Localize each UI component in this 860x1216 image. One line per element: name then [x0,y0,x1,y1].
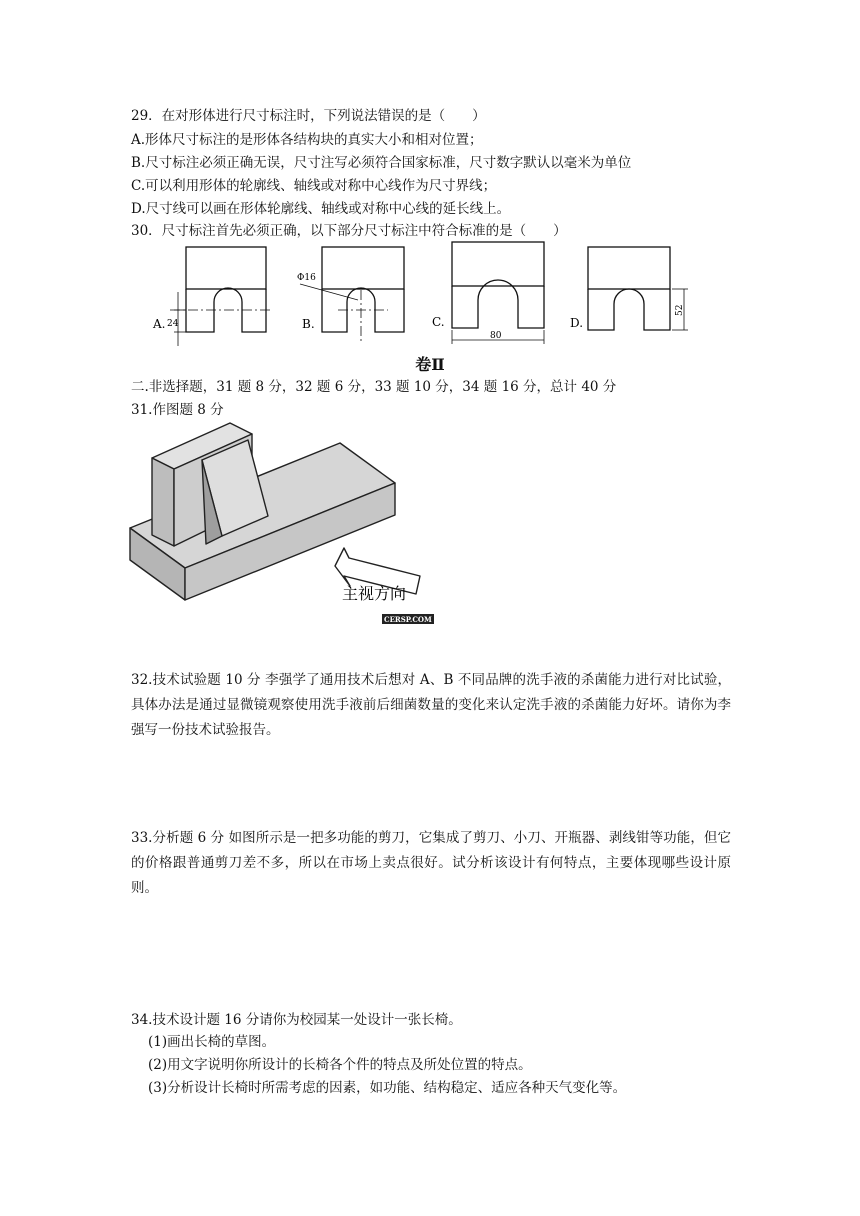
section-subtitle: 二.非选择题，31 题 8 分，32 题 6 分，33 题 10 分，34 题 16 分，总计 40 分 [131,379,617,395]
q31-isometric-figure [130,418,440,628]
q34-item-1: (1)画出长椅的草图。 [148,1034,276,1050]
q30-figure-b-dim: Φ16 [297,273,316,283]
q30-figure-c [430,238,560,346]
q32-text: 32.技术试验题 10 分 李强学了通用技术后想对 A、B 不同品牌的洗手液的杀菌能力进行对比试验，具体办法是通过显微镜观察使用洗手液前后细菌数量的变化来认定洗手液的杀菌能力好坏。请你为李强写一份技术试验报告。 [131,672,731,738]
q29-option-a: A.形体尺寸标注的是形体各结构块的真实大小和相对位置； [131,132,483,148]
q29-option-b: B.尺寸标注必须正确无误，尺寸注写必须符合国家标准，尺寸数字默认以毫米为单位 [131,155,632,171]
q34-item-3: (3)分析设计长椅时所需考虑的因素，如功能、结构稳定、适应各种天气变化等。 [148,1080,627,1096]
q30-figure-b-label: B. [302,317,315,331]
q30-stem: 30．尺寸标注首先必须正确，以下部分尺寸标注中符合标准的是（ ） [131,223,567,239]
q29-option-d: D.尺寸线可以画在形体轮廓线、轴线或对称中心线的延长线上。 [131,201,511,217]
q34-item-2: (2)用文字说明你所设计的长椅各个件的特点及所处位置的特点。 [148,1057,532,1073]
q30-figure-a-dim: 24 [167,319,179,329]
q30-figure-c-label: C. [432,315,445,329]
q29-stem: 29．在对形体进行尺寸标注时，下列说法错误的是（ ） [131,108,486,124]
q30-figure-d [568,242,698,342]
q30-figure-b [297,242,430,354]
q31-arrow-label: 主视方向 [342,584,407,603]
q30-figure-a [150,242,280,354]
q29-option-c: C.可以利用形体的轮廓线、轴线或对称中心线作为尺寸界线； [131,178,497,194]
q31-title: 31.作图题 8 分 [131,402,224,418]
q30-figure-a-label: A. [153,317,166,331]
q30-figure-d-dim: 52 [675,304,685,316]
q31-watermark: CERSP.COM [384,615,432,624]
q33-text: 33.分析题 6 分 如图所示是一把多功能的剪刀，它集成了剪刀、小刀、开瓶器、剥线钳等功能，但它的价格跟普通剪刀差不多，所以在市场上卖点很好。试分析该设计有何特点，主要体现哪些设计原则。 [131,830,731,896]
q34-title: 34.技术设计题 16 分请你为校园某一处设计一张长椅。 [131,1012,462,1028]
section-title: 卷Ⅱ [415,355,445,374]
q30-figure-d-label: D. [570,316,584,330]
q30-figure-c-dim: 80 [490,331,502,341]
